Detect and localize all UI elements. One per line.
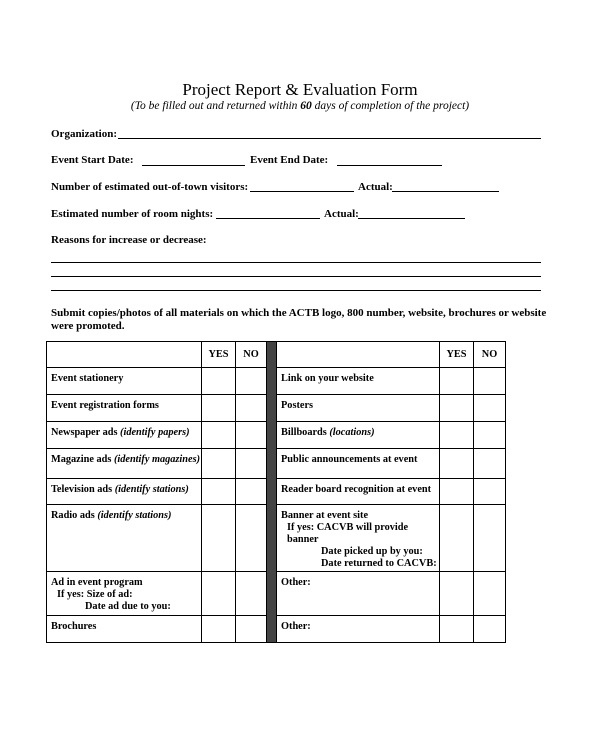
yes-cell[interactable] [440, 395, 474, 422]
room-nights-field[interactable] [216, 218, 320, 219]
yes-cell[interactable] [202, 616, 236, 643]
label-sub: If yes: CACVB will provide banner [287, 522, 409, 545]
label-text: Television ads [51, 484, 115, 495]
form-subtitle [0, 100, 600, 112]
label-sub: If yes: Size of ad: [57, 589, 133, 600]
column-separator [267, 342, 277, 643]
room-nights-actual-label: Actual: [324, 208, 359, 220]
header-blank-left [47, 342, 202, 368]
no-cell[interactable] [474, 368, 506, 395]
no-cell[interactable] [474, 572, 506, 616]
label-text: Newspaper ads [51, 427, 121, 438]
yes-cell[interactable] [202, 449, 236, 479]
no-cell[interactable] [236, 479, 267, 505]
row-label-right [277, 422, 440, 449]
row-label-right: Other: [277, 616, 440, 643]
event-end-field[interactable] [337, 165, 442, 166]
table-row [47, 395, 506, 422]
label-text: Magazine ads [51, 454, 114, 465]
row-label-right: Link on your website [277, 368, 440, 395]
no-cell[interactable] [236, 368, 267, 395]
label-note: (identify stations) [97, 510, 172, 521]
instructions-text: Submit copies/photos of all materials on which the ACTB logo, 800 number, website, brochures or website were promoted. [51, 307, 547, 332]
header-yes-left: YES [202, 342, 236, 368]
subtitle-days: 60 [300, 100, 312, 112]
label-text: Radio ads [51, 510, 98, 521]
row-label-right [277, 505, 440, 572]
row-label-left [47, 572, 202, 616]
yes-cell[interactable] [202, 572, 236, 616]
row-label-left: Event registration forms [47, 395, 202, 422]
row-label-right: Reader board recognition at event [277, 479, 440, 505]
reasons-label: Reasons for increase or decrease: [51, 234, 207, 246]
reasons-line-3[interactable] [51, 290, 541, 291]
room-nights-label: Estimated number of room nights: [51, 208, 214, 220]
label-note: (identify papers) [120, 427, 190, 438]
room-nights-actual-field[interactable] [358, 218, 465, 219]
label-text: Banner at event site [281, 510, 369, 521]
row-label-left [47, 505, 202, 572]
event-start-label: Event Start Date: [51, 154, 134, 166]
label-sub: Date ad due to you: [85, 601, 171, 612]
table-row [47, 368, 506, 395]
reasons-line-2[interactable] [51, 276, 541, 277]
row-label-right: Posters [277, 395, 440, 422]
no-cell[interactable] [236, 505, 267, 572]
table-row [47, 422, 506, 449]
row-label-left [47, 479, 202, 505]
label-sub: Date returned to CACVB: [321, 558, 437, 569]
row-label-left [47, 449, 202, 479]
header-no-right: NO [474, 342, 506, 368]
yes-cell[interactable] [202, 368, 236, 395]
label-note: (locations) [329, 427, 375, 438]
header-no-left: NO [236, 342, 267, 368]
event-start-field[interactable] [142, 165, 245, 166]
visitors-label: Number of estimated out-of-town visitors: [51, 181, 249, 193]
row-label-right: Other: [277, 572, 440, 616]
table-row [47, 449, 506, 479]
table-row [47, 616, 506, 643]
header-yes-right: YES [440, 342, 474, 368]
form-title: Project Report & Evaluation Form [182, 80, 418, 99]
no-cell[interactable] [236, 616, 267, 643]
label-note: (identify stations) [114, 484, 189, 495]
row-label-left: Event stationery [47, 368, 202, 395]
subtitle-text-pre: (To be filled out and returned within [130, 100, 301, 112]
materials-table [46, 341, 506, 643]
row-label-right: Public announcements at event [277, 449, 440, 479]
organization-label: Organization: [51, 128, 117, 140]
yes-cell[interactable] [202, 395, 236, 422]
row-label-left: Brochures [47, 616, 202, 643]
yes-cell[interactable] [440, 368, 474, 395]
event-end-label: Event End Date: [250, 154, 329, 166]
organization-field[interactable] [118, 138, 541, 139]
visitors-actual-field[interactable] [392, 191, 499, 192]
no-cell[interactable] [236, 449, 267, 479]
table-header-row [47, 342, 506, 368]
yes-cell[interactable] [202, 505, 236, 572]
label-text: Billboards [281, 427, 330, 438]
header-blank-right [277, 342, 440, 368]
yes-cell[interactable] [440, 479, 474, 505]
no-cell[interactable] [236, 422, 267, 449]
label-sub: Date picked up by you: [321, 546, 423, 557]
label-note: (identify magazines) [113, 454, 201, 465]
reasons-line-1[interactable] [51, 262, 541, 263]
yes-cell[interactable] [440, 449, 474, 479]
no-cell[interactable] [474, 395, 506, 422]
row-label-left [47, 422, 202, 449]
yes-cell[interactable] [202, 479, 236, 505]
no-cell[interactable] [474, 479, 506, 505]
yes-cell[interactable] [202, 422, 236, 449]
visitors-field[interactable] [250, 191, 354, 192]
yes-cell[interactable] [440, 422, 474, 449]
no-cell[interactable] [236, 395, 267, 422]
table-row [47, 479, 506, 505]
table-row [47, 505, 506, 572]
no-cell[interactable] [236, 572, 267, 616]
yes-cell[interactable] [440, 616, 474, 643]
table-row [47, 572, 506, 616]
no-cell[interactable] [474, 505, 506, 572]
label-text: Ad in event program [51, 577, 143, 588]
visitors-actual-label: Actual: [358, 181, 393, 193]
yes-cell[interactable] [440, 572, 474, 616]
no-cell[interactable] [474, 422, 506, 449]
yes-cell[interactable] [440, 505, 474, 572]
no-cell[interactable] [474, 616, 506, 643]
subtitle-text-post: days of completion of the project) [311, 100, 470, 112]
no-cell[interactable] [474, 449, 506, 479]
